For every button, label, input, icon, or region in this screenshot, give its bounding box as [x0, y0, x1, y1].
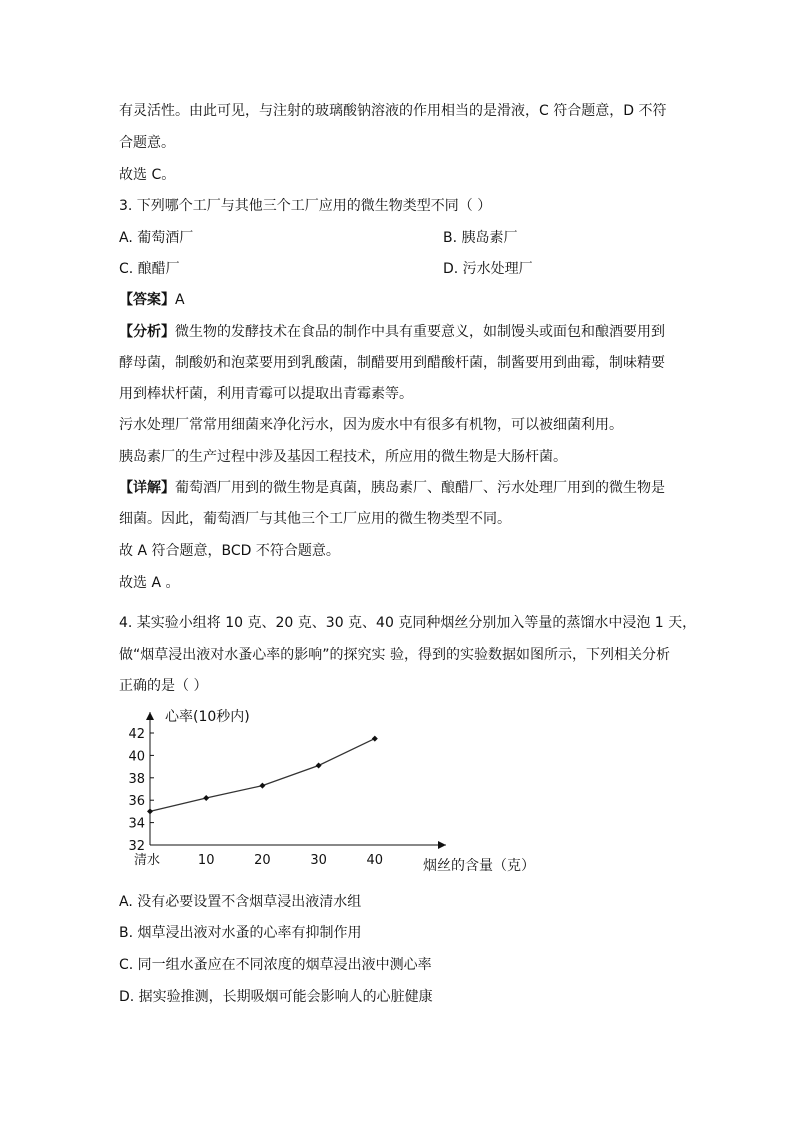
y-axis-arrow [146, 712, 154, 720]
y-tick-label: 32 [128, 839, 145, 854]
x-tick-label: 40 [366, 853, 384, 868]
answer-label: 【答案】 [119, 292, 175, 308]
x-axis-arrow [438, 841, 446, 849]
q3-analysis-line-2: 酵母菌，制酸奶和泡菜要用到乳酸菌，制醋要用到醋酸杆菌，制酱要用到曲霉，制味精要 [119, 355, 665, 371]
data-point [372, 736, 378, 742]
answer-value: A [175, 292, 185, 308]
detail-text: 葡萄酒厂用到的微生物是真菌，胰岛素厂、酿醋厂、污水处理厂用到的微生物是 [175, 480, 665, 496]
data-point [147, 808, 153, 814]
q4-stem-line-2: 做“烟草浸出液对水蚤心率的影响”的探究实 验，得到的实验数据如图所示，下列相关分析 [119, 647, 670, 663]
q3-analysis-line-4: 污水处理厂常常用细菌来净化污水，因为废水中有很多有机物，可以被细菌利用。 [119, 417, 623, 433]
q3-option-c: C. 酿醋厂 [119, 261, 180, 277]
x-tick-label: 20 [254, 853, 271, 868]
x-tick-label: 清水 [134, 853, 161, 868]
data-point [203, 795, 209, 801]
q3-detail-line-3: 故 A 符合题意，BCD 不符合题意。 [119, 543, 340, 559]
analysis-label: 【分析】 [119, 324, 175, 340]
q3-analysis-line-5: 胰岛素厂的生产过程中涉及基因工程技术，所应用的微生物是大肠杆菌。 [119, 449, 567, 465]
q3-detail-line-1 [119, 478, 665, 498]
q3-option-b: B. 胰岛素厂 [443, 230, 518, 246]
analysis-text: 微生物的发酵技术在食品的制作中具有重要意义，如制馒头或面包和酿酒要用到 [175, 324, 665, 340]
continuation-line-2: 合题意。 [119, 135, 175, 151]
detail-label: 【详解】 [119, 480, 175, 496]
y-tick-label: 34 [128, 816, 145, 832]
heart-rate-chart [118, 702, 558, 880]
series-line [150, 739, 375, 812]
y-tick-label: 42 [128, 727, 145, 742]
q4-stem-line-3: 正确的是（ ） [119, 678, 208, 694]
y-tick-label: 38 [128, 771, 145, 787]
q4-option-a: A. 没有必要设置不含烟草浸出液清水组 [119, 894, 362, 910]
q3-analysis-line-1 [119, 322, 665, 342]
q4-stem-line-1: 4. 某实验小组将 10 克、20 克、30 克、40 克同种烟丝分别加入等量的蒸馏水中浸泡 1 天， [119, 615, 697, 631]
data-point [259, 783, 265, 789]
q3-option-d: D. 污水处理厂 [443, 261, 533, 277]
q3-analysis-line-3: 用到棒状杆菌，利用青霉可以提取出青霉素等。 [119, 386, 413, 402]
x-tick-label: 30 [310, 853, 327, 868]
q4-option-b: B. 烟草浸出液对水蚤的心率有抑制作用 [119, 925, 362, 941]
q3-answer [119, 290, 185, 310]
q3-option-a: A. 葡萄酒厂 [119, 230, 194, 246]
q3-stem: 3. 下列哪个工厂与其他三个工厂应用的微生物类型不同（ ） [119, 198, 492, 214]
q3-detail-line-2: 细菌。因此，葡萄酒厂与其他三个工厂应用的微生物类型不同。 [119, 511, 511, 527]
q4-option-c: C. 同一组水蚤应在不同浓度的烟草浸出液中测心率 [119, 957, 432, 973]
x-tick-label: 10 [197, 853, 215, 868]
y-tick-label: 36 [128, 794, 145, 810]
continuation-conclusion: 故选 C。 [119, 167, 176, 183]
q3-conclusion: 故选 A 。 [119, 575, 180, 591]
y-tick-label: 40 [128, 749, 145, 765]
x-axis-label: 烟丝的含量（克） [423, 858, 535, 874]
y-axis-label: 心率(10秒内) [165, 709, 250, 725]
data-point [316, 762, 322, 768]
q4-option-d: D. 据实验推测，长期吸烟可能会影响人的心脏健康 [119, 989, 433, 1005]
continuation-line-1: 有灵活性。由此可见，与注射的玻璃酸钠溶液的作用相当的是滑液，C 符合题意，D 不符 [119, 103, 667, 119]
